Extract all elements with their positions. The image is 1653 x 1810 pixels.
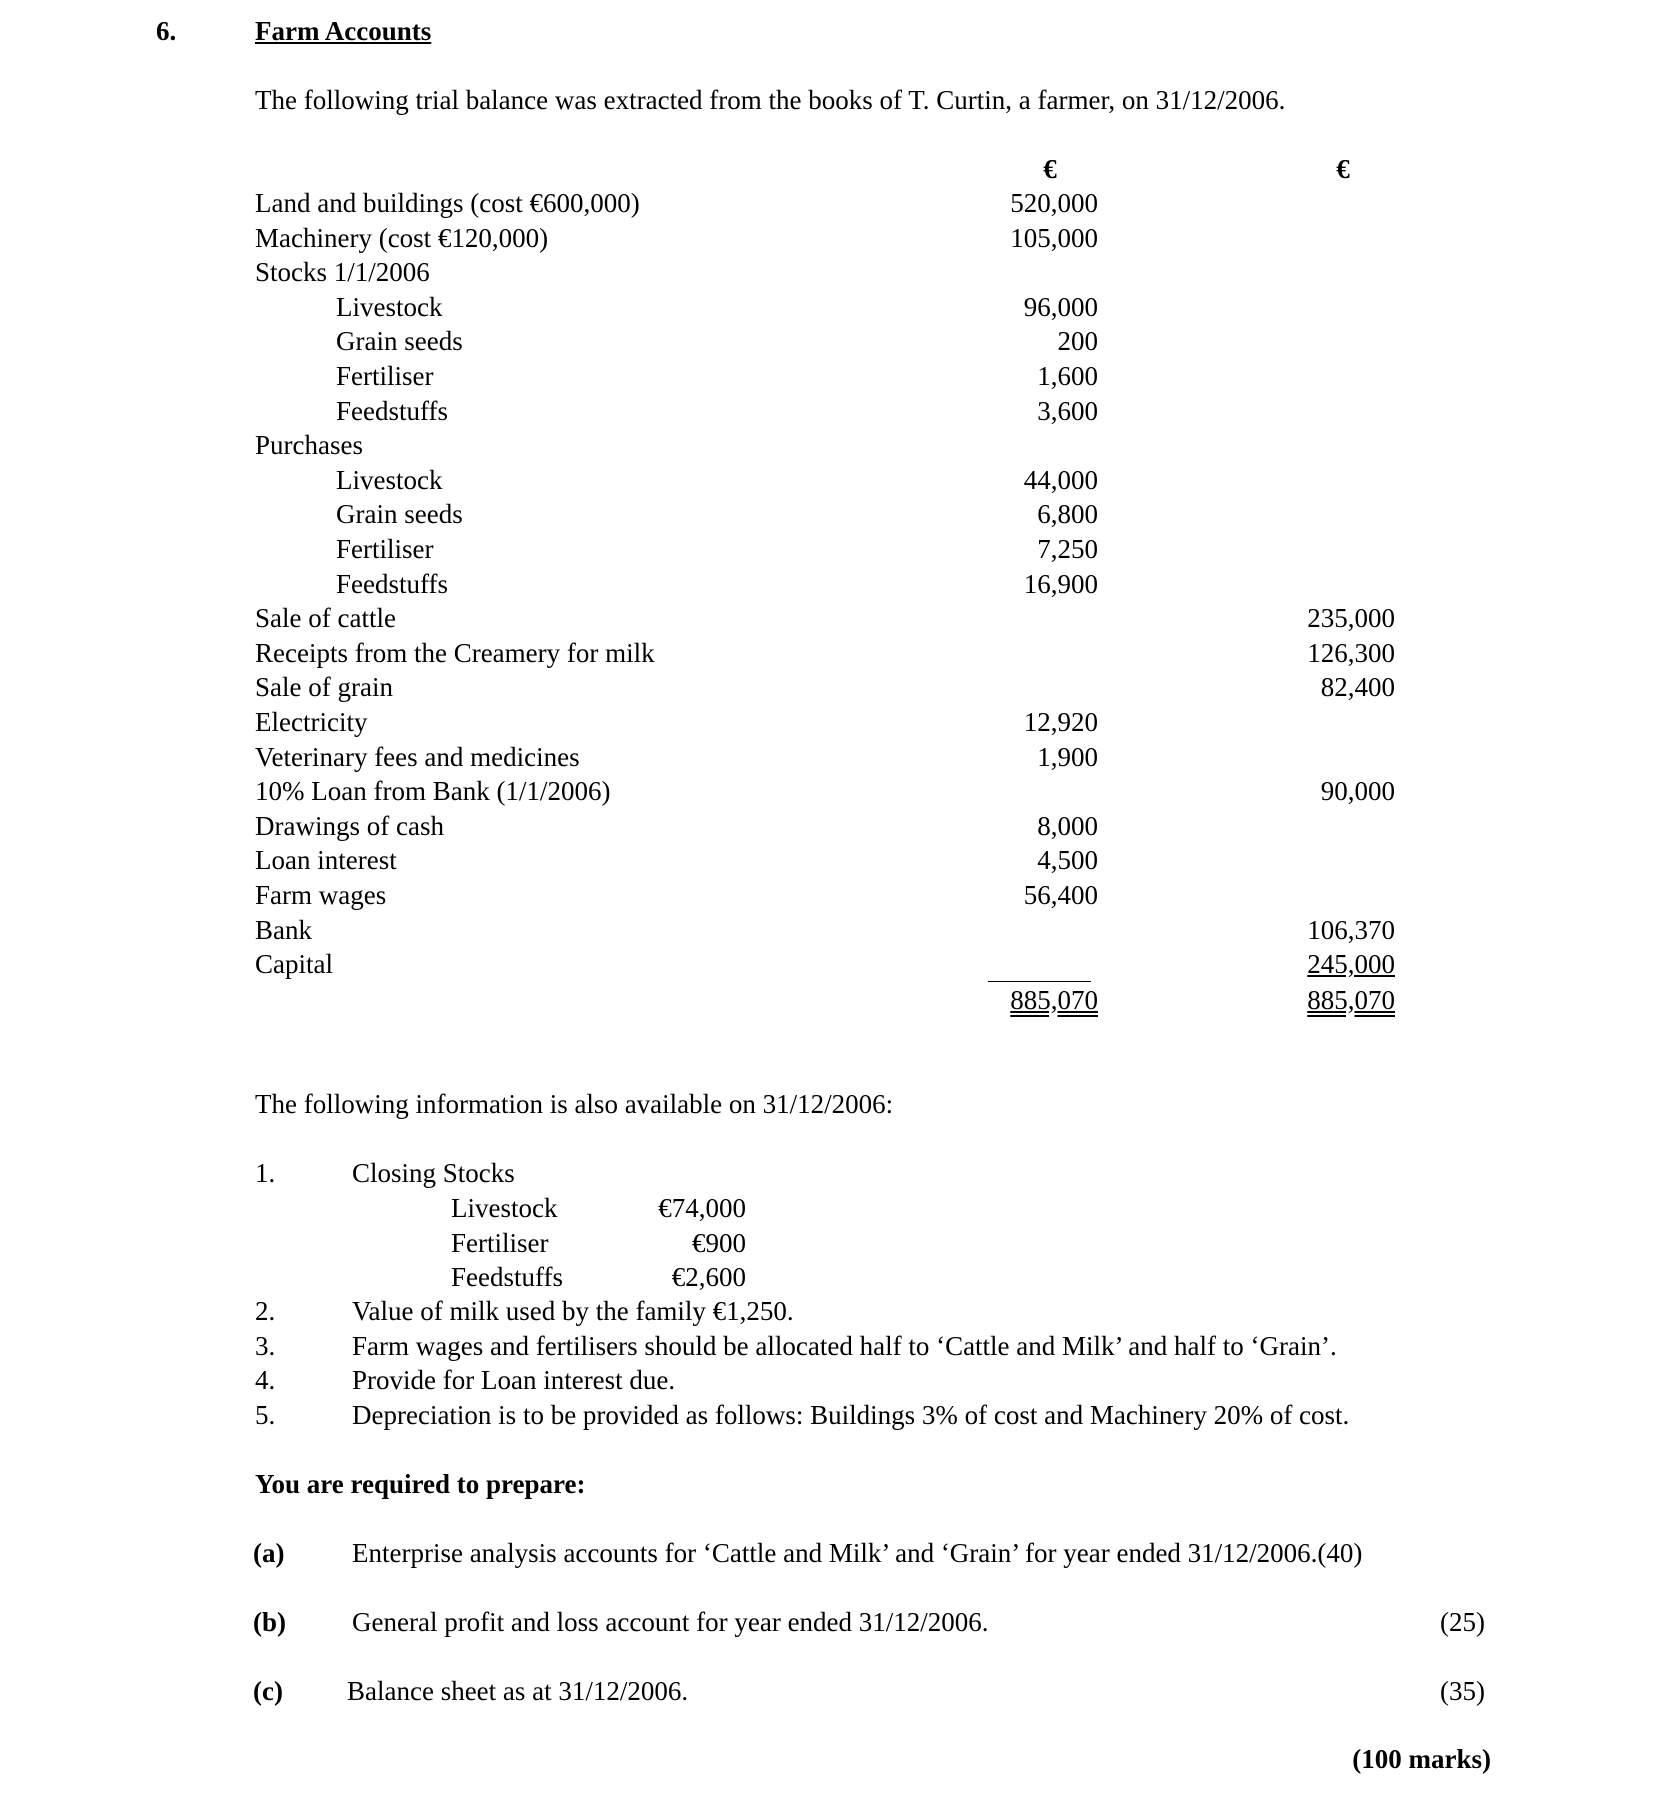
closing-stock-label: Feedstuffs (451, 1262, 563, 1292)
table-row (0, 947, 1653, 981)
account-name: Grain seeds (336, 326, 463, 357)
table-row (0, 497, 1653, 531)
info-item-text: Farm wages and fertilisers should be allocated half to ‘Cattle and Milk’ and half to ‘Grain’. (352, 1330, 1337, 1361)
account-name: Receipts from the Creamery for milk (255, 637, 655, 668)
debit-amount: 7,250 (1037, 534, 1098, 564)
account-name: Livestock (336, 464, 443, 495)
table-row (0, 255, 1653, 289)
account-name: Land and buildings (cost €600,000) (255, 188, 640, 218)
table-row (0, 463, 1653, 497)
question-title: Farm Accounts (255, 16, 432, 46)
table-row (0, 221, 1653, 255)
account-name: Fertiliser (336, 534, 434, 564)
table-row (0, 843, 1653, 877)
info-item-text: Value of milk used by the family €1,250. (352, 1296, 794, 1326)
requirement-text: Balance sheet as at 31/12/2006. (347, 1676, 689, 1706)
table-row (0, 705, 1653, 739)
account-name: Sale of grain (255, 672, 393, 703)
account-name: Capital (255, 949, 333, 980)
debit-amount: 520,000 (1010, 188, 1098, 218)
question-intro: The following trial balance was extracted from the books of T. Curtin, a farmer, on 31/12/2006. (255, 85, 1286, 115)
requirement-letter: (a) (253, 1538, 285, 1568)
debit-amount: 4,500 (1037, 845, 1098, 876)
account-name: Purchases (255, 430, 363, 461)
table-row (0, 878, 1653, 912)
closing-stock-label: Fertiliser (451, 1227, 549, 1258)
table-row (0, 809, 1653, 843)
credit-total: 885,070 (1307, 985, 1395, 1015)
account-name: Loan interest (255, 845, 397, 876)
table-row (0, 567, 1653, 601)
debit-currency-heading: € (1043, 154, 1057, 184)
table-row (0, 324, 1653, 358)
table-row (0, 601, 1653, 635)
credit-amount: 90,000 (1320, 776, 1395, 807)
account-name: Stocks 1/1/2006 (255, 257, 430, 288)
requirement-text: Enterprise analysis accounts for ‘Cattle and Milk’ and ‘Grain’ for year ended 31/12/2006.(40) (352, 1538, 1363, 1568)
account-name: Machinery (cost €120,000) (255, 222, 549, 253)
requirement-marks: (25) (1440, 1607, 1485, 1637)
table-row (0, 359, 1653, 393)
closing-stock-amount: €74,000 (658, 1193, 746, 1223)
total-marks: (100 marks) (1352, 1744, 1491, 1774)
closing-stocks-title: Closing Stocks (352, 1158, 515, 1188)
table-row (0, 670, 1653, 704)
table-row (0, 186, 1653, 220)
info-item-number: 3. (255, 1330, 276, 1361)
debit-amount: 16,900 (1023, 568, 1098, 599)
info-item-text: Depreciation is to be provided as follows: Buildings 3% of cost and Machinery 20% of cost. (352, 1399, 1350, 1430)
debit-amount: 105,000 (1010, 222, 1098, 253)
account-name: Fertiliser (336, 361, 434, 391)
info-item-number: 2. (255, 1296, 276, 1326)
account-name: Feedstuffs (336, 395, 448, 426)
info-item-number: 5. (255, 1399, 276, 1430)
debit-total: 885,070 (1010, 985, 1098, 1015)
question-number: 6. (156, 16, 177, 46)
credit-amount: 126,300 (1307, 637, 1395, 668)
debit-amount: 3,600 (1037, 395, 1098, 426)
requirement-letter: (c) (253, 1676, 283, 1706)
account-name: Electricity (255, 707, 368, 737)
debit-amount: 8,000 (1037, 810, 1098, 841)
closing-stock-label: Livestock (451, 1193, 558, 1223)
account-name: Livestock (336, 291, 443, 322)
debit-amount: 44,000 (1023, 464, 1098, 495)
table-row (0, 913, 1653, 947)
credit-amount: 106,370 (1307, 914, 1395, 945)
debit-amount: 1,600 (1037, 361, 1098, 391)
requirement-marks: (35) (1440, 1676, 1485, 1706)
debit-amount: 56,400 (1023, 880, 1098, 910)
debit-total-rule (988, 981, 1091, 982)
requirement-text: General profit and loss account for year ended 31/12/2006. (352, 1607, 989, 1637)
debit-amount: 200 (1057, 326, 1098, 357)
totals-row (0, 983, 1653, 1017)
table-row (0, 428, 1653, 462)
closing-stock-amount: €900 (692, 1227, 746, 1258)
account-name: Sale of cattle (255, 603, 396, 634)
account-name: Farm wages (255, 880, 387, 910)
table-row (0, 636, 1653, 670)
info-item-text: Provide for Loan interest due. (352, 1365, 676, 1395)
debit-amount: 6,800 (1037, 499, 1098, 530)
requirements-heading: You are required to prepare: (255, 1469, 586, 1499)
account-name: Feedstuffs (336, 568, 448, 599)
requirement-letter: (b) (253, 1607, 286, 1637)
closing-stock-amount: €2,600 (671, 1262, 746, 1292)
table-row (0, 290, 1653, 324)
currency-header-row (0, 152, 1653, 186)
credit-amount: 235,000 (1307, 603, 1395, 634)
table-row (0, 394, 1653, 428)
debit-amount: 12,920 (1023, 707, 1098, 737)
debit-amount: 96,000 (1023, 291, 1098, 322)
debit-amount: 1,900 (1037, 741, 1098, 772)
table-row (0, 532, 1653, 566)
table-row (0, 774, 1653, 808)
account-name: Veterinary fees and medicines (255, 741, 580, 772)
additional-info-heading: The following information is also available on 31/12/2006: (255, 1089, 894, 1119)
account-name: Drawings of cash (255, 810, 444, 841)
info-item-number: 1. (255, 1158, 276, 1188)
account-name: Grain seeds (336, 499, 463, 530)
credit-amount: 245,000 (1307, 949, 1395, 980)
credit-amount: 82,400 (1320, 672, 1395, 703)
account-name: 10% Loan from Bank (1/1/2006) (255, 776, 611, 807)
info-item-number: 4. (255, 1365, 276, 1395)
table-row (0, 740, 1653, 774)
credit-currency-heading: € (1336, 154, 1350, 184)
account-name: Bank (255, 914, 312, 945)
